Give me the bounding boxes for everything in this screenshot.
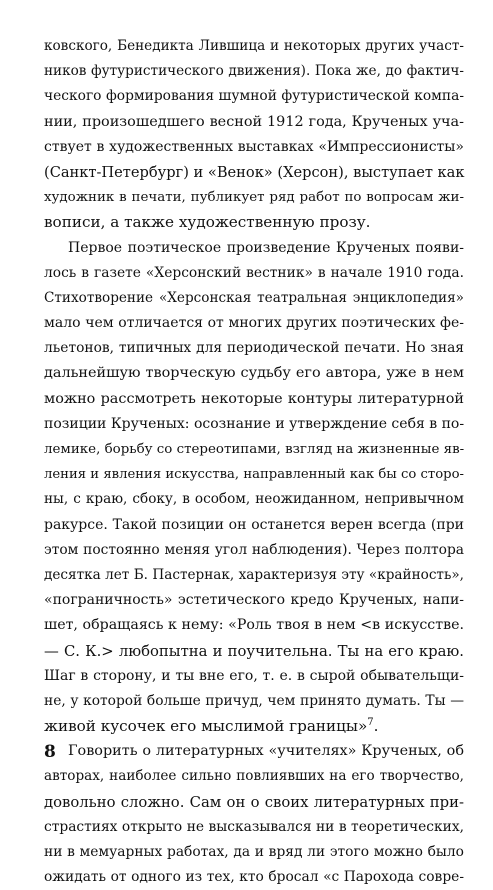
text-line: нии, произошедшего весной 1912 года, Крученых уча- [44, 113, 464, 130]
text-line: десятка лет Б. Пастернак, характеризуя эту «крайность», [44, 566, 464, 583]
text-line: авторах, наиболее сильно повлиявших на его творчество, [44, 768, 464, 785]
text-line: — С. К.> любопытна и поучительна. Ты на его краю. [44, 642, 464, 660]
page-number: 8 [44, 742, 56, 762]
text-line: не, у которой больше причуд, чем принято думать. Ты — [44, 692, 464, 709]
text-line: ников футуристического движения). Пока же, до фактич- [44, 63, 464, 80]
text-line: этом постоянно меняя угол наблюдения). Через полтора [44, 541, 464, 558]
text-line: лось в газете «Херсонский вестник» в начале 1910 года. [44, 264, 464, 281]
text-line: художник в печати, публикует ряд работ по вопросам жи- [44, 190, 464, 206]
text-line: «пограничность» эстетического кредо Крученых, напи- [44, 592, 464, 609]
text-line: (Санкт-Петербург) и «Венок» (Херсон), выступает как [44, 163, 465, 181]
text-line: довольно сложно. Сам он о своих литературных при- [44, 793, 464, 811]
text-line: ческого формирования шумной футуристической компа- [44, 88, 464, 105]
sentence-end: . [373, 717, 379, 736]
text-line: можно рассмотреть некоторые контуры литературной [44, 390, 464, 407]
text-line: льетонов, типичных для периодической печати. Но зная [44, 340, 464, 357]
body-text [44, 34, 464, 890]
text-line: Шаг в сторону, и ты вне его, т. е. в сырой обывательщи- [44, 667, 464, 684]
text-line: ковского, Бенедикта Лившица и некоторых других участ- [44, 38, 464, 54]
text-line: ны, с краю, сбоку, в особом, неожиданном, непривычном [44, 491, 464, 508]
paragraph-2 [44, 236, 464, 740]
text-line: позиции Крученых: осознание и утверждение себя в по- [44, 415, 465, 432]
text-line: Первое поэтическое произведение Крученых появи- [68, 239, 464, 256]
text-line: лемике, борьбу со стереотипами, взгляд на жизненные яв- [44, 442, 465, 457]
text-line: ни в мемуарных работах, да и вряд ли этого можно было [44, 844, 464, 860]
text-line: ракурсе. Такой позиции он останется верен всегда (при [44, 516, 464, 533]
text-line: ствует в художественных выставках «Импрессионисты» [44, 138, 464, 155]
paragraph-3 [44, 739, 464, 890]
footnote-marker[interactable]: 7 [367, 717, 374, 728]
text-line [44, 714, 464, 739]
text-line: дальнейшую творческую судьбу его автора, уже в нем [44, 365, 464, 382]
text-line-content: живой кусочек его мыслимой границы» [44, 717, 368, 736]
paragraph-1 [44, 34, 464, 236]
text-line: Говорить о литературных «учителях» Крученых, об [68, 743, 464, 760]
text-line: ожидать от одного из тех, кто бросал «с Парохода совре- [44, 869, 464, 886]
text-line: Стихотворение «Херсонская театральная энциклопедия» [44, 289, 464, 306]
text-line: мало чем отличается от многих других поэтических фе- [44, 315, 464, 332]
text-line: шет, обращаясь к нему: «Роль твоя в нем <в искусстве. [44, 617, 464, 634]
text-line: страстиях открыто не высказывался ни в теоретических, [44, 818, 464, 835]
text-line: вописи, а также художественную прозу. [44, 213, 371, 232]
text-line: ления и явления искусства, направленный как бы со сторо- [44, 467, 464, 483]
